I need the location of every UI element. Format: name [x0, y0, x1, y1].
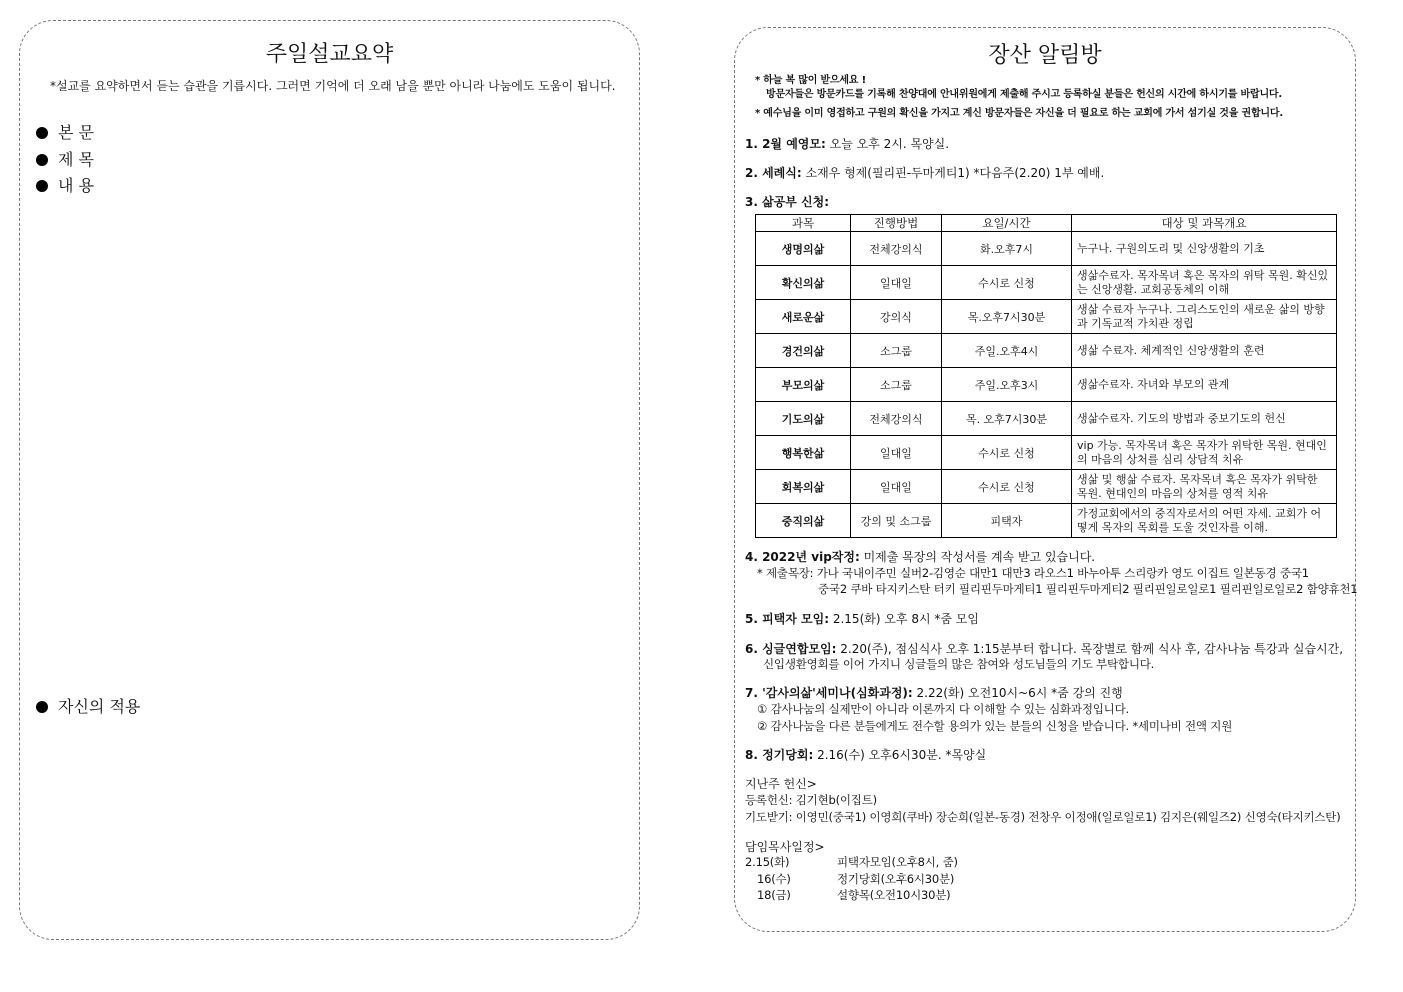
table-row: [756, 402, 1337, 436]
bullet-dot-icon: [36, 127, 48, 139]
course-method: 강의 및 소그룹: [851, 504, 942, 538]
header-method: 진행방법: [851, 215, 942, 232]
course-schedule: 주일.오후4시: [942, 334, 1072, 368]
item6-sub-line: 신입생환영회를 이어 가지니 싱글들의 많은 참여와 성도님들의 기도 부탁합니다.: [763, 657, 1155, 671]
bullet-label: 내 용: [58, 176, 94, 195]
course-description: 누구나. 구원의도리 및 신앙생활의 기초: [1072, 232, 1337, 266]
announcement-item-3: 3. 삶공부 신청:: [745, 195, 830, 209]
item4-sub-line-1: * 제출목장: 가나 국내이주민 실버2-김영순 대만1 대만3 라오스1 바누아투 스리랑카 영도 이집트 일본동경 중국1: [757, 566, 1309, 580]
notice-visitors: 방문자들은 방문카드를 기록해 찬양대에 안내위원에게 제출해 주시고 등록하실 분들은 헌신의 시간에 하시기를 바랍니다.: [766, 89, 1282, 100]
course-schedule: 수시로 신청: [942, 266, 1072, 300]
table-row: [756, 266, 1337, 300]
course-name: 부모의삶: [756, 368, 851, 402]
course-table: [755, 214, 1337, 538]
bullet-dot-icon: [36, 180, 48, 192]
bullet-title: [36, 147, 94, 170]
course-method: 소그룹: [851, 368, 942, 402]
schedule-date: 16(수): [757, 872, 791, 886]
item7-sub-line-2: ② 감사나눔을 다른 분들에게도 전수할 용의가 있는 분들의 신청을 받습니다. *세미나비 전액 지원: [757, 719, 1233, 733]
course-description: vip 가능. 목자목녀 혹은 목자가 위탁한 목원. 현대인의 마음의 상처를 심리 상담적 치유: [1072, 436, 1337, 470]
course-schedule: 수시로 신청: [942, 470, 1072, 504]
course-description: 생삶 수료자. 체계적인 신앙생활의 훈련: [1072, 334, 1337, 368]
table-row: [756, 470, 1337, 504]
course-name: 기도의삶: [756, 402, 851, 436]
bullet-label: 제 목: [58, 150, 94, 169]
bullet-dot-icon: [36, 701, 48, 713]
sermon-summary-title: 주일설교요약: [265, 42, 394, 67]
announcement-item-8: 8. 정기당회: 2.16(수) 오후6시30분. *목양실: [745, 748, 987, 762]
course-method: 전체강의식: [851, 402, 942, 436]
course-method: 전체강의식: [851, 232, 942, 266]
table-row: [756, 300, 1337, 334]
notice-believers: * 예수님을 이미 영접하고 구원의 확신을 가지고 계신 방문자들은 자신을 더 필요로 하는 교회에 가서 섬기실 것을 권합니다.: [755, 108, 1283, 119]
announcement-item-1: 1. 2월 예영모: 오늘 오후 2시. 목양실.: [745, 137, 950, 151]
bullet-dot-icon: [36, 154, 48, 166]
offering-title: 지난주 헌신>: [745, 777, 817, 791]
header-target: 대상 및 과목개요: [1072, 215, 1337, 232]
course-schedule: 피택자: [942, 504, 1072, 538]
course-name: 행복한삶: [756, 436, 851, 470]
course-method: 강의식: [851, 300, 942, 334]
course-name: 회복의삶: [756, 470, 851, 504]
table-row: [756, 334, 1337, 368]
course-schedule: 목.오후7시30분: [942, 300, 1072, 334]
item7-sub-line-1: ① 감사나눔의 실제만이 아니라 이론까지 다 이해할 수 있는 심화과정입니다.: [757, 702, 1129, 716]
course-method: 소그룹: [851, 334, 942, 368]
course-description: 생삶 수료자 누구나. 그리스도인의 새로운 삶의 방향과 기독교적 가치관 정립: [1072, 300, 1337, 334]
course-name: 중직의삶: [756, 504, 851, 538]
course-description: 생삶수료자. 목자목녀 혹은 목자의 위탁 목원. 확신있는 신앙생활. 교회공동체의 이해: [1072, 266, 1337, 300]
header-schedule: 요일/시간: [942, 215, 1072, 232]
course-name: 확신의삶: [756, 266, 851, 300]
announcement-item-6: 6. 싱글연합모임: 2.20(주), 점심식사 오후 1:15분부터 합니다. 목장별로 함께 식사 후, 감사나눔 특강과 실습시간,: [745, 642, 1344, 656]
offering-prayer: 기도받기: 이영민(중국1) 이영희(쿠바) 장순희(일본-동경) 전창우 이정애(일로일로1) 김지은(웨일즈2) 신영숙(타지키스탄): [745, 810, 1341, 824]
announcement-item-5: 5. 피택자 모임: 2.15(화) 오후 8시 *줌 모임: [745, 612, 979, 626]
course-description: 생삶수료자. 자녀와 부모의 관계: [1072, 368, 1337, 402]
announcements-panel: [734, 27, 1356, 932]
course-name: 새로운삶: [756, 300, 851, 334]
announcement-item-4: 4. 2022년 vip작정: 미제출 목장의 작성서를 계속 받고 있습니다.: [745, 550, 1096, 564]
table-row: [756, 436, 1337, 470]
course-method: 일대일: [851, 470, 942, 504]
bullet-application: [36, 694, 140, 717]
schedule-event: 정기당회(오후6시30분): [837, 872, 955, 886]
header-subject: 과목: [756, 215, 851, 232]
course-name: 경건의삶: [756, 334, 851, 368]
announcement-item-7: 7. '감사의삶'세미나(심화과정): 2.22(화) 오전10시~6시 *줌 강의 진행: [745, 686, 1123, 700]
table-row: [756, 504, 1337, 538]
course-schedule: 화.오후7시: [942, 232, 1072, 266]
announcements-title: 장산 알림방: [988, 43, 1102, 68]
sermon-summary-note: *설교를 요약하면서 듣는 습관을 기릅시다. 그러면 기억에 더 오래 남을 뿐만 아니라 나눔에도 도움이 됩니다.: [50, 79, 616, 93]
course-description: 생삶수료자. 기도의 방법과 중보기도의 헌신: [1072, 402, 1337, 436]
offering-registration: 등록헌신: 김기현b(이집트): [745, 793, 877, 807]
schedule-event: 설향목(오전10시30분): [837, 888, 951, 902]
item4-sub-line-2: 중국2 쿠바 타지키스탄 터키 필리핀두마게티1 필리핀두마게티2 필리핀일로일로1 필리핀일로일로2 함양휴천1: [818, 582, 1358, 596]
schedule-date: 2.15(화): [745, 855, 790, 869]
bullet-content: [36, 173, 94, 196]
table-row: [756, 368, 1337, 402]
schedule-date: 18(금): [757, 888, 791, 902]
schedule-title: 담임목사일정>: [745, 840, 825, 854]
schedule-event: 피택자모임(오후8시, 줌): [837, 855, 958, 869]
course-method: 일대일: [851, 266, 942, 300]
course-schedule: 수시로 신청: [942, 436, 1072, 470]
bullet-label: 본 문: [58, 123, 94, 142]
course-name: 생명의삶: [756, 232, 851, 266]
course-schedule: 목. 오후7시30분: [942, 402, 1072, 436]
course-description: 가정교회에서의 중직자로서의 어떤 자세. 교회가 어떻게 목자의 목회를 도울 것인자를 이해.: [1072, 504, 1337, 538]
course-method: 일대일: [851, 436, 942, 470]
notice-greeting: * 하늘 복 많이 받으세요 !: [755, 75, 866, 86]
sermon-summary-panel: [19, 20, 640, 940]
bullet-label: 자신의 적용: [58, 697, 141, 716]
course-description: 생삶 및 행삶 수료자. 목자목녀 혹은 목자가 위탁한 목원. 현대인의 마음의 상처를 영적 치유: [1072, 470, 1337, 504]
table-row: [756, 232, 1337, 266]
bullet-scripture: [36, 120, 94, 143]
course-schedule: 주일.오후3시: [942, 368, 1072, 402]
announcement-item-2: 2. 세례식: 소재우 형제(필리핀-두마게티1) *다음주(2.20) 1부 예배.: [745, 166, 1105, 180]
course-table-header: [756, 215, 1337, 232]
